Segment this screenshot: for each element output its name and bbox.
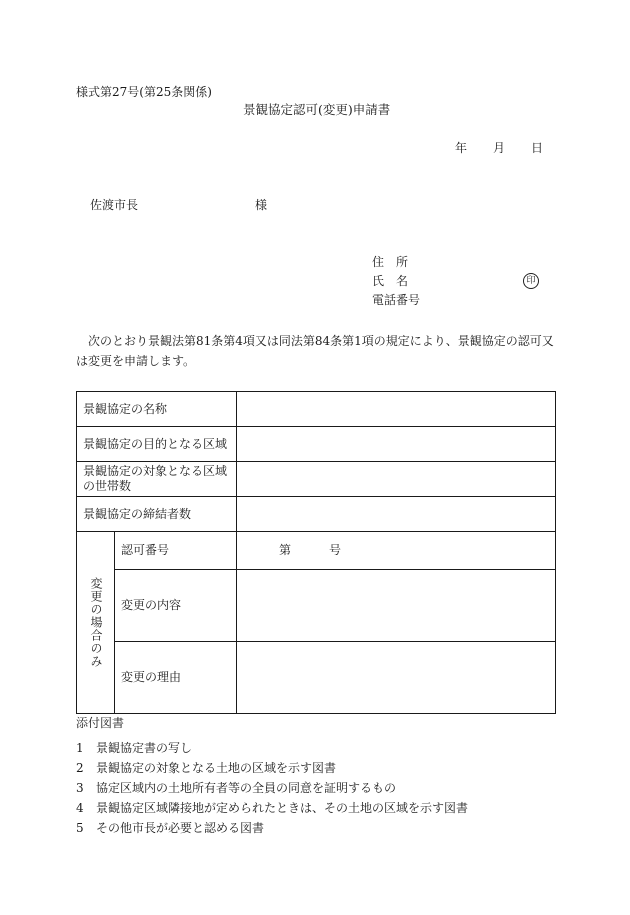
addressee-name: 佐渡市長 <box>90 198 139 212</box>
table-row <box>77 392 556 427</box>
table-row <box>77 532 556 570</box>
list-item <box>76 738 468 758</box>
date-year: 年 <box>455 141 468 155</box>
item-number: 1 <box>76 741 84 755</box>
document-title: 景観協定認可(変更)申請書 <box>243 102 391 117</box>
permit-number-dai: 第 <box>279 543 292 557</box>
date-day: 日 <box>531 141 544 155</box>
permit-number-label: 認可番号 <box>115 532 237 570</box>
item-text: 景観協定書の写し <box>96 741 193 755</box>
household-count-field[interactable] <box>237 462 556 497</box>
permit-number-field[interactable] <box>237 532 556 570</box>
application-statement: 次のとおり景観法第81条第4項又は同法第84条第1項の規定により、景観協定の認可又は変更を申請します。 <box>76 334 554 368</box>
row-label: 景観協定の目的となる区域 <box>77 427 237 462</box>
agreement-name-field[interactable] <box>237 392 556 427</box>
signatory-count-field[interactable] <box>237 497 556 532</box>
item-number: 5 <box>76 821 84 835</box>
form-number: 様式第27号(第25条関係) <box>76 85 212 99</box>
item-text: 景観協定の対象となる土地の区域を示す図書 <box>96 761 337 775</box>
attachments-title: 添付図書 <box>76 716 125 730</box>
table-row <box>77 427 556 462</box>
list-item <box>76 818 468 838</box>
seal-mark: 印 <box>523 273 539 289</box>
item-text: 景観協定区域隣接地が定められたときは、その土地の区域を示す図書 <box>96 801 469 815</box>
applicant-address-label: 住 所 <box>372 255 409 269</box>
addressee-honorific: 様 <box>255 198 268 212</box>
target-area-field[interactable] <box>237 427 556 462</box>
list-item <box>76 758 468 778</box>
item-text: 協定区域内の土地所有者等の全員の同意を証明するもの <box>96 781 397 795</box>
application-table <box>76 391 556 714</box>
date-line <box>455 142 543 154</box>
list-item <box>76 778 468 798</box>
table-row <box>77 462 556 497</box>
table-row <box>77 642 556 714</box>
change-content-field[interactable] <box>237 570 556 642</box>
change-reason-label: 変更の理由 <box>115 642 237 714</box>
applicant-name-label: 氏 名 <box>372 274 409 288</box>
row-label: 景観協定の締結者数 <box>77 497 237 532</box>
item-number: 3 <box>76 781 84 795</box>
attachments-list <box>76 738 468 838</box>
item-text: その他市長が必要と認める図書 <box>96 821 265 835</box>
table-row <box>77 570 556 642</box>
change-section-label: 変更の場合のみ <box>89 577 103 668</box>
row-label: 景観協定の名称 <box>77 392 237 427</box>
permit-number-go: 号 <box>329 543 342 557</box>
table-row <box>77 497 556 532</box>
change-content-label: 変更の内容 <box>115 570 237 642</box>
applicant-phone-label: 電話番号 <box>372 293 421 307</box>
item-number: 4 <box>76 801 84 815</box>
list-item <box>76 798 468 818</box>
change-reason-field[interactable] <box>237 642 556 714</box>
date-month: 月 <box>493 141 506 155</box>
item-number: 2 <box>76 761 84 775</box>
row-label: 景観協定の対象となる区域の世帯数 <box>77 462 237 497</box>
change-section-cell <box>77 532 115 714</box>
